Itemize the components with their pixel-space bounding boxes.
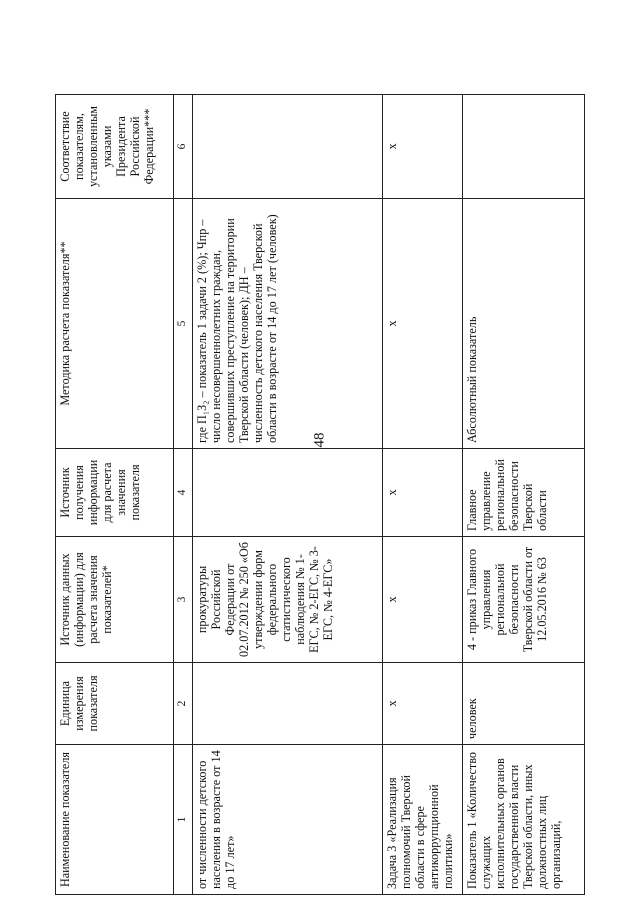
col-number: 6 bbox=[174, 95, 193, 199]
rotated-table-container bbox=[55, 95, 585, 895]
cell-source: прокуратуры Российской Федерации от 02.07.2012 № 250 «Об утверждении форм федерального статистического наблюдения № 1-ЕГС, № 2-ЕГС, № 3-ЕГС, № 4-ЕГС» bbox=[193, 537, 383, 663]
cell-unit: человек bbox=[463, 663, 585, 745]
cell-method: Абсолютный показатель bbox=[463, 199, 585, 449]
cell-name: Показатель 1 «Количество служащих исполнительных органов государственной власти Тверской области, иных должностных лиц организаций, bbox=[463, 745, 585, 895]
table-row bbox=[463, 95, 585, 895]
cell-name: от численности детского населения в возрасте от 14 до 17 лет» bbox=[193, 745, 383, 895]
header-info-source: Источник получения информации для расчета значения показателя bbox=[56, 449, 174, 537]
cell-name: Задача 3 «Реализация полномочий Тверской области в сфере антикоррупционной политики» bbox=[383, 745, 463, 895]
table-row bbox=[193, 95, 383, 895]
cell-decree bbox=[463, 95, 585, 199]
header-method: Методика расчета показателя** bbox=[56, 199, 174, 449]
header-unit: Единица измерения показателя bbox=[56, 663, 174, 745]
col-number: 5 bbox=[174, 199, 193, 449]
header-decree: Соответствие показателям, установленным указами Президента Российской Федерации*** bbox=[56, 95, 174, 199]
cell-info bbox=[193, 449, 383, 537]
indicators-table bbox=[55, 94, 585, 895]
cell-source: 4 - приказ Главного управления региональной безопасности Тверской области от 12.05.2016 № 63 bbox=[463, 537, 585, 663]
page-number: 48 bbox=[311, 432, 328, 448]
table-row bbox=[383, 95, 463, 895]
cell-info: x bbox=[383, 449, 463, 537]
header-row bbox=[56, 95, 174, 895]
cell-decree: x bbox=[383, 95, 463, 199]
cell-unit bbox=[193, 663, 383, 745]
header-name: Наименование показателя bbox=[56, 745, 174, 895]
col-number: 2 bbox=[174, 663, 193, 745]
cell-decree bbox=[193, 95, 383, 199]
cell-method: где П₁З₂ – показатель 1 задачи 2 (%); Чпр – число несовершеннолетних граждан, совершивших преступление на территории Тверской области (человек); ДН – численность детского населения Тверской области в возрасте от 14 до 17 лет (человек) bbox=[193, 199, 383, 449]
cell-info: Главное управление региональной безопасности Тверской области bbox=[463, 449, 585, 537]
col-number: 4 bbox=[174, 449, 193, 537]
col-number: 1 bbox=[174, 745, 193, 895]
cell-unit: x bbox=[383, 663, 463, 745]
header-data-source: Источник данных (информации) для расчета значения показателей* bbox=[56, 537, 174, 663]
cell-method: x bbox=[383, 199, 463, 449]
column-number-row bbox=[174, 95, 193, 895]
col-number: 3 bbox=[174, 537, 193, 663]
cell-source: x bbox=[383, 537, 463, 663]
